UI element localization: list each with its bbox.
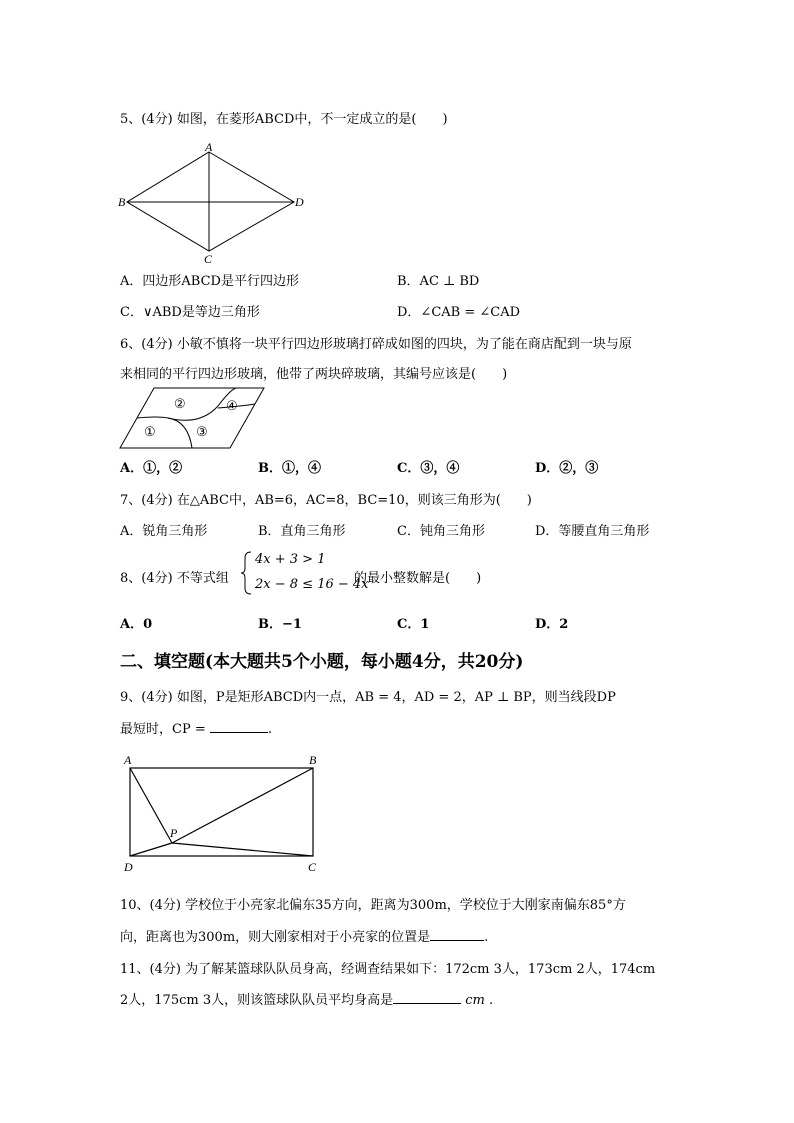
q8-option-d: D．2 xyxy=(535,617,569,632)
q6-option-b: B．①，④ xyxy=(258,461,321,476)
label-b: B xyxy=(309,753,317,767)
q6-option-c: C．③，④ xyxy=(397,461,460,476)
q7-stem: 7、(4分) 在△ABC中，AB=6，AC=8，BC=10，则该三角形为( ) xyxy=(120,493,532,508)
q8-option-c: C．1 xyxy=(397,617,430,632)
q7-option-a: A．锐角三角形 xyxy=(120,524,208,539)
q5-option-a: A．四边形ABCD是平行四边形 xyxy=(120,274,299,289)
label-a: A xyxy=(205,140,213,154)
q6-parallelogram-figure xyxy=(118,386,270,452)
q9-stem-line2-text: 最短时，CP = xyxy=(120,722,206,737)
q8-inequality-1: 4x + 3 > 1 xyxy=(255,552,326,567)
rectangle-abcd xyxy=(130,768,313,856)
q11-stem-line2 xyxy=(120,989,493,1008)
q11-stem-line2-text: 2人，175cm 3人，则该篮球队队员平均身高是 xyxy=(120,993,394,1008)
label-c: C xyxy=(204,252,213,265)
q9-stem-line2 xyxy=(120,718,272,737)
q5-option-d: D．∠CAB = ∠CAD xyxy=(397,305,521,320)
piece-3-label: ③ xyxy=(196,424,208,439)
q11-unit: cm xyxy=(465,993,485,1008)
q7-option-c: C．钝角三角形 xyxy=(397,524,485,539)
q8-option-b: B．−1 xyxy=(258,617,302,632)
q9-period: . xyxy=(267,722,273,737)
label-a: A xyxy=(124,753,132,767)
label-c: C xyxy=(308,860,317,874)
q6-stem-line1: 6、(4分) 小敏不慎将一块平行四边形玻璃打碎成如图的四块，为了能在商店配到一块与原 xyxy=(120,337,632,352)
q9-rectangle-figure xyxy=(118,750,328,875)
piece-4-label: ④ xyxy=(226,398,238,413)
q7-option-b: B．直角三角形 xyxy=(258,524,346,539)
q6-option-d: D．②，③ xyxy=(535,461,599,476)
piece-1-label: ① xyxy=(144,424,156,439)
q8-prefix: 8、(4分) 不等式组 xyxy=(120,571,229,586)
segment-dp xyxy=(130,843,172,856)
label-b: B xyxy=(118,195,126,209)
label-p: P xyxy=(170,826,178,840)
q10-stem-line2 xyxy=(120,926,488,945)
segment-bp xyxy=(172,768,313,843)
piece-2-label: ② xyxy=(174,396,186,411)
q11-stem-line1: 11、(4分) 为了解某篮球队队员身高，经调查结果如下：172cm 3人，173cm 2人，174cm xyxy=(120,962,656,977)
q5-option-c: C．∨ABD是等边三角形 xyxy=(120,305,260,320)
label-d: D xyxy=(124,860,133,874)
q5-stem: 5、(4分) 如图，在菱形ABCD中，不一定成立的是( ) xyxy=(120,112,448,127)
segment-ap xyxy=(130,768,172,843)
segment-cp xyxy=(172,843,313,856)
q6-option-a: A．①，② xyxy=(120,461,183,476)
section-heading: 二、填空题(本大题共5个小题，每小题4分，共20分) xyxy=(120,652,524,672)
q5-option-b: B．AC ⊥ BD xyxy=(397,274,480,289)
q7-option-d: D．等腰直角三角形 xyxy=(535,524,650,539)
q9-answer-blank[interactable] xyxy=(210,720,268,733)
q10-stem-line2-text: 向，距离也为300m，则大刚家相对于小亮家的位置是 xyxy=(120,930,431,945)
q10-stem-line1: 10、(4分) 学校位于小亮家北偏东35方向，距离为300m，学校位于大刚家南偏东85°方 xyxy=(120,898,626,913)
label-d: D xyxy=(295,195,304,209)
q10-answer-blank[interactable] xyxy=(430,928,484,941)
q9-stem-line1: 9、(4分) 如图，P是矩形ABCD内一点，AB = 4，AD = 2，AP ⊥ BP，则当线段DP xyxy=(120,690,616,705)
q10-period: . xyxy=(484,930,489,945)
q5-rhombus-figure xyxy=(115,140,315,265)
brace-icon xyxy=(240,550,254,596)
q11-answer-blank[interactable] xyxy=(393,991,461,1004)
q8-suffix: 的最小整数解是( ) xyxy=(354,571,482,586)
q8-option-a: A．0 xyxy=(120,617,153,632)
q6-stem-line2: 来相同的平行四边形玻璃，他带了两块碎玻璃，其编号应该是( ) xyxy=(120,367,508,382)
q11-period: . xyxy=(489,993,494,1008)
q8-inequality-2: 2x − 8 ≤ 16 − 4x xyxy=(255,577,369,592)
